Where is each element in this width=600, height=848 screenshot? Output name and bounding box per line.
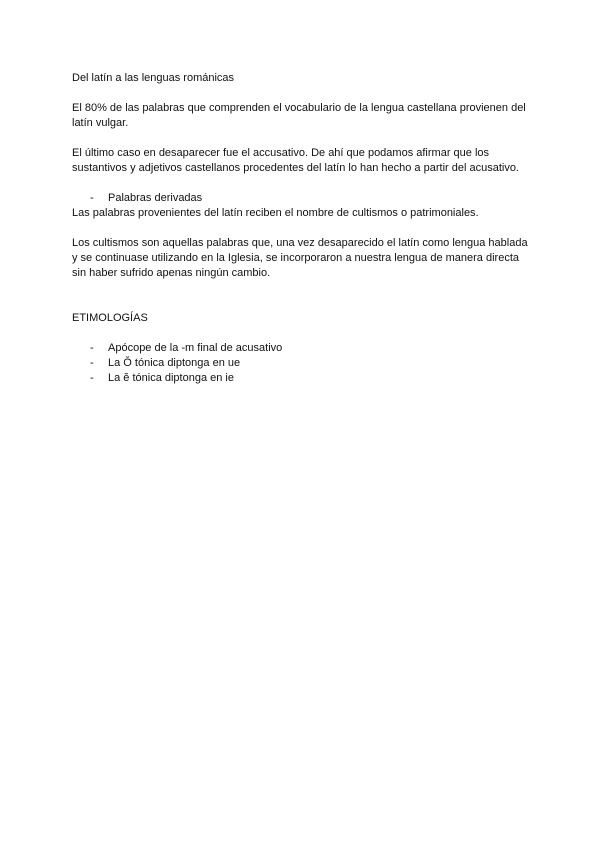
document-title: Del latín a las lenguas románicas (72, 72, 235, 84)
list-item (72, 371, 532, 386)
list-item (72, 341, 532, 356)
list-item (72, 191, 532, 206)
etymologies-heading: ETIMOLOGÍAS (72, 312, 148, 324)
list-item-text: Palabras derivadas (108, 192, 203, 204)
paragraph-cultisms-definition: Los cultismos son aquellas palabras que, una vez desaparecido el latín como lengua hablada y se continuase utilizando en la Iglesia, se incorporaron a nuestra lengua de manera directa sin haber sufrido apenas ningún cambio. (72, 237, 528, 279)
list-dash: - (90, 357, 94, 369)
list-dash: - (90, 372, 94, 384)
paragraph-accusative: El último caso en desaparecer fue el accusativo. De ahí que podamos afirmar que los sustantivos y adjetivos castellanos procedentes del latín lo han hecho a partir del acusativo. (72, 147, 519, 174)
list-dash: - (90, 192, 94, 204)
paragraph-cultisms-name: Las palabras provenientes del latín reciben el nombre de cultismos o patrimoniales. (72, 207, 479, 219)
paragraph-vocabulary: El 80% de las palabras que comprenden el vocabulario de la lengua castellana provienen del latín vulgar. (72, 102, 526, 129)
list-item-text: Apócope de la -m final de acusativo (108, 342, 283, 354)
list-item (72, 356, 532, 371)
list-item-text: La Ŏ tónica diptonga en ue (108, 357, 241, 369)
document-body (72, 71, 532, 386)
derived-words-list (72, 191, 532, 206)
list-dash: - (90, 342, 94, 354)
etymologies-list (72, 341, 532, 386)
list-item-text: La ĕ tónica diptonga en ie (108, 372, 234, 384)
